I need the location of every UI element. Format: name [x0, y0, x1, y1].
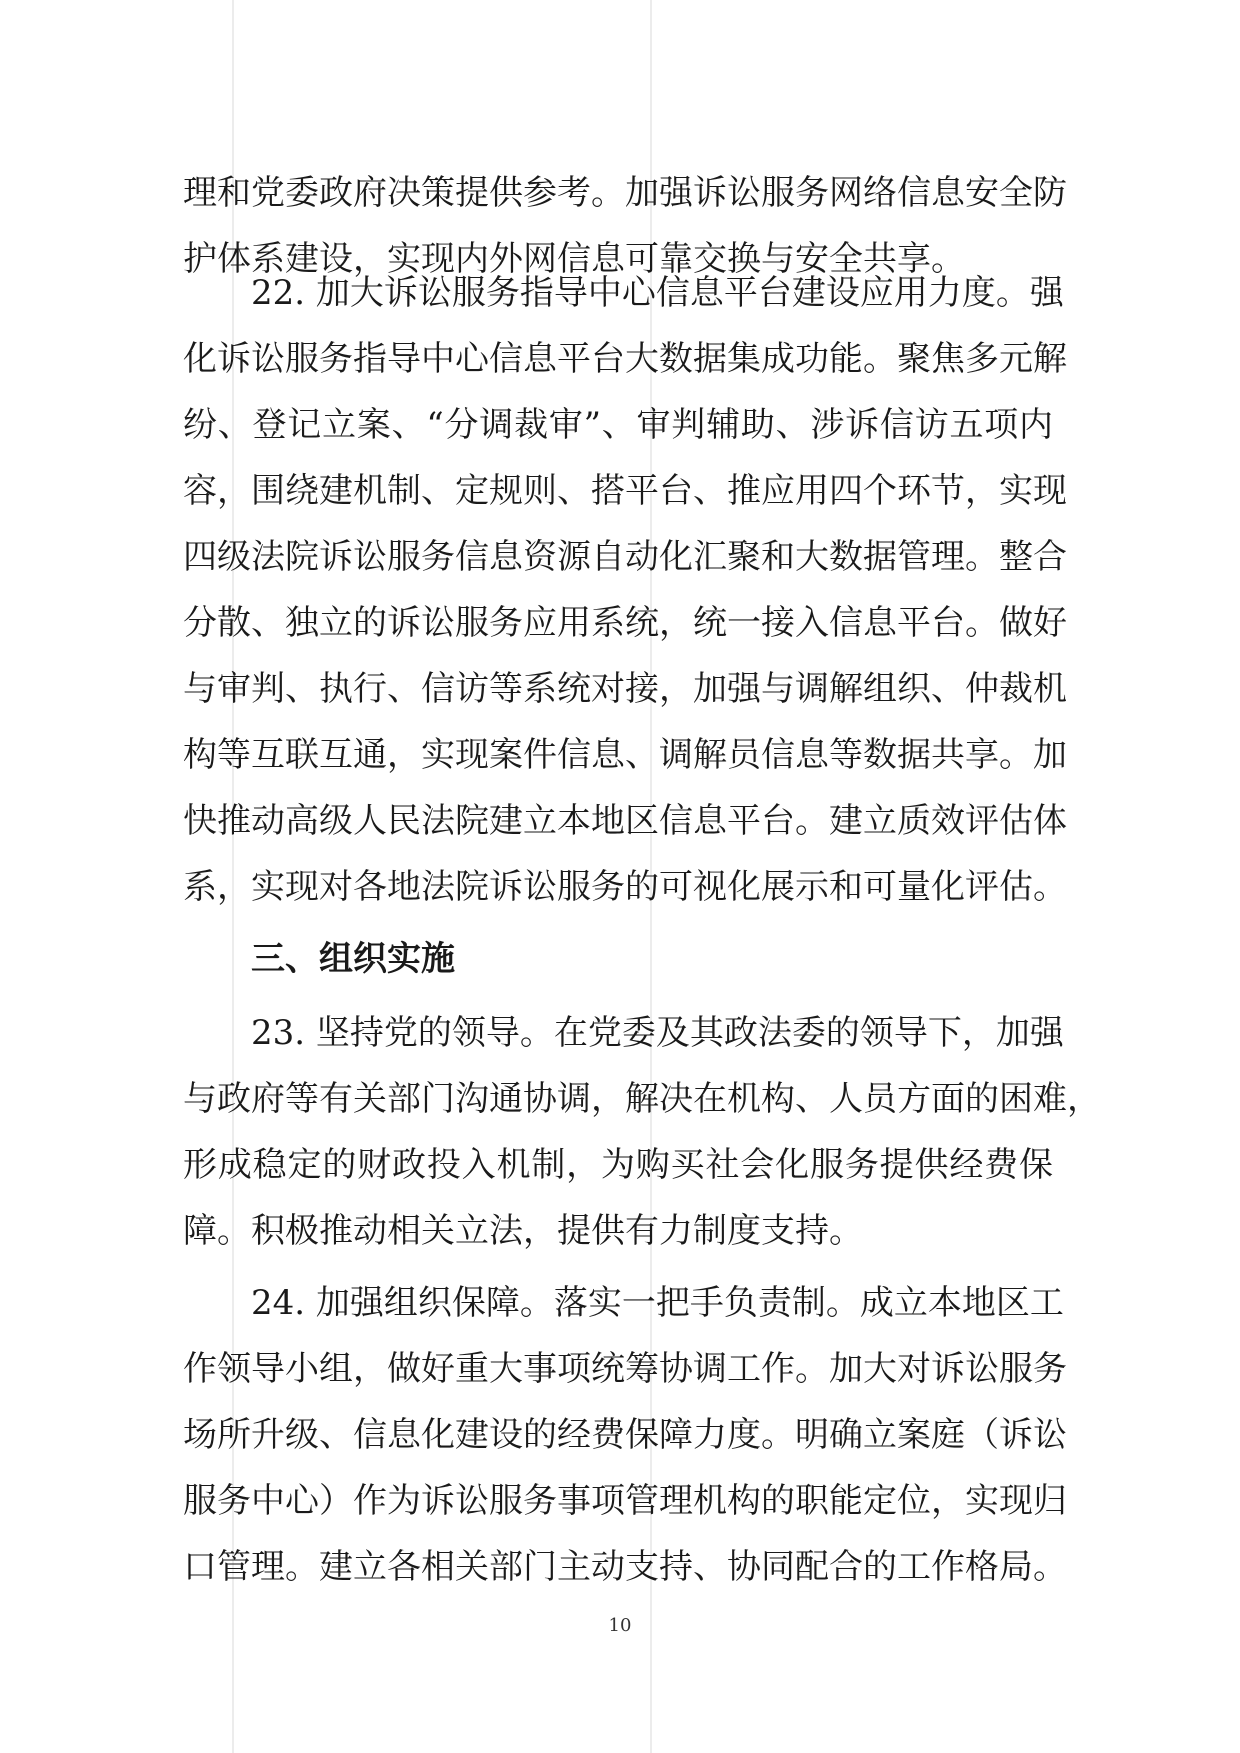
paragraph-line: 作领导小组，做好重大事项统筹协调工作。加大对诉讼服务 — [183, 1349, 1067, 1389]
paragraph-line: 23. 坚持党的领导。在党委及其政法委的领导下，加强 — [251, 1013, 1064, 1053]
paragraph-line: 纷、登记立案、“分调裁审”、审判辅助、涉诉信访五项内 — [183, 405, 1053, 445]
paragraph-line: 22. 加大诉讼服务指导中心信息平台建设应用力度。强 — [251, 273, 1064, 313]
paragraph-line: 构等互联互通，实现案件信息、调解员信息等数据共享。加 — [183, 735, 1067, 775]
paragraph-line: 理和党委政府决策提供参考。加强诉讼服务网络信息安全防 — [183, 173, 1067, 213]
paragraph-line: 护体系建设，实现内外网信息可靠交换与安全共享。 — [183, 239, 965, 279]
paragraph-line: 系，实现对各地法院诉讼服务的可视化展示和可量化评估。 — [183, 867, 1067, 907]
paragraph-line: 场所升级、信息化建设的经费保障力度。明确立案庭（诉讼 — [183, 1415, 1067, 1455]
section-heading: 三、组织实施 — [251, 939, 455, 979]
paragraph-line: 分散、独立的诉讼服务应用系统，统一接入信息平台。做好 — [183, 603, 1067, 643]
paragraph-line: 障。积极推动相关立法，提供有力制度支持。 — [183, 1211, 863, 1251]
paragraph-line: 服务中心）作为诉讼服务事项管理机构的职能定位，实现归 — [183, 1481, 1067, 1521]
paragraph-line: 快推动高级人民法院建立本地区信息平台。建立质效评估体 — [183, 801, 1067, 841]
paragraph-line: 24. 加强组织保障。落实一把手负责制。成立本地区工 — [251, 1283, 1064, 1323]
paragraph-line: 形成稳定的财政投入机制，为购买社会化服务提供经费保 — [183, 1145, 1053, 1185]
page-number: 10 — [608, 1615, 632, 1636]
paragraph-line: 与审判、执行、信访等系统对接，加强与调解组织、仲裁机 — [183, 669, 1067, 709]
paragraph-line: 化诉讼服务指导中心信息平台大数据集成功能。聚焦多元解 — [183, 339, 1067, 379]
paragraph-line: 容，围绕建机制、定规则、搭平台、推应用四个环节，实现 — [183, 471, 1067, 511]
paragraph-line: 与政府等有关部门沟通协调，解决在机构、人员方面的困难， — [183, 1079, 1101, 1119]
paragraph-line: 口管理。建立各相关部门主动支持、协同配合的工作格局。 — [183, 1547, 1067, 1587]
paragraph-line: 四级法院诉讼服务信息资源自动化汇聚和大数据管理。整合 — [183, 537, 1067, 577]
